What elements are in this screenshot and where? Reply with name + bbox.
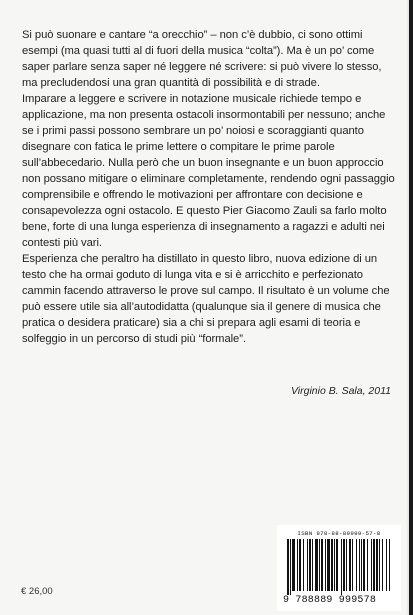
barcode-bar (299, 539, 301, 591)
blurb-paragraph-1: Si può suonare e cantare “a orecchio” – non c’è dubbio, ci sono ottimi esempi (ma quasi tutti al di fuori della musica “colta”). Ma è un po’ come saper parlare senza saper né leggere né scrivere: si può vivere lo stesso, ma precludendosi una gran quantità di possibilità e di strade. (22, 29, 382, 89)
barcode-bar (373, 539, 375, 591)
barcode-bar (297, 539, 298, 591)
barcode-bar (341, 539, 342, 595)
barcode-bar (386, 539, 387, 591)
blurb-signature: Virginio B. Sala, 2011 (290, 385, 391, 397)
barcode-graphic (287, 539, 391, 595)
blurb-paragraph-3: Esperienza che peraltro ha distillato in questo libro, nuova edizione di un testo che ha ormai goduto di lunga vita e si è arricchito e perfezionato cammin facendo attraverso le prove sul campo. Il risultato è un volume che può essere utile sia all’autodidatta (qualunque sia il genere di musica che pratica o desidera praticare) sia a chi si prepara agli esami di teoria e solfeggio in un percorso di studi più “formale”. (22, 253, 390, 345)
barcode-bar (359, 539, 360, 591)
barcode-bar (346, 539, 347, 591)
barcode-bar (361, 539, 362, 591)
barcode-bar (352, 539, 353, 591)
barcode-bar (303, 539, 304, 591)
fold-shadow (406, 0, 409, 615)
barcode-bar (292, 539, 295, 591)
ean-digits: 9 788889 999578 (283, 595, 377, 606)
barcode-bar (315, 539, 318, 591)
barcode-bar (343, 539, 345, 591)
barcode-bar (290, 539, 291, 595)
barcode-bar (334, 539, 335, 591)
isbn-label: ISBN 978-88-89999-57-8 (297, 530, 381, 537)
price-label: € 26,00 (21, 586, 53, 597)
barcode-bar (287, 539, 289, 595)
barcode-bar (349, 539, 351, 591)
barcode-bar (336, 539, 338, 591)
barcode-bar (363, 539, 365, 591)
blurb-paragraph-2: Imparare a leggere e scrivere in notazione musicale richiede tempo e applicazione, ma non presenta ostacoli insormontabili per nessuno; anche se i primi passi possono sembrare un po’ noiosi e scoraggianti quanto disegnare con fatica le prime lettere o compitare le prime parole sull’abbecedario. Nulla però che un buon insegnante e un buon approccio non possano mitigare o eliminare completamente, rendendo ogni passaggio comprensibile e offrendo le motivazioni per affrontare con decisione e consapevolezza ogni ostacolo. E questo Pier Giacomo Zauli sa farlo molto bene, forte di una lunga esperienza di insegnamento a ragazzi e adulti nei contesti più vari. (22, 93, 395, 249)
barcode-bar (327, 539, 330, 591)
barcode-bar (331, 539, 333, 591)
barcode-bar (371, 539, 372, 591)
barcode-panel (277, 525, 401, 611)
barcode-bar (309, 539, 311, 591)
barcode-bar (389, 539, 390, 591)
barcode-bar (325, 539, 326, 591)
barcode-bar (356, 539, 357, 591)
barcode-bar (321, 539, 323, 591)
barcode-bar (382, 539, 383, 591)
barcode-bar (312, 539, 313, 591)
barcode-bar (376, 539, 378, 591)
cover-edge (409, 0, 413, 615)
barcode-bar (307, 539, 308, 591)
back-cover-blurb (22, 27, 396, 347)
barcode-bar (319, 539, 320, 591)
barcode-bar (367, 539, 368, 591)
barcode-bar (379, 539, 380, 591)
